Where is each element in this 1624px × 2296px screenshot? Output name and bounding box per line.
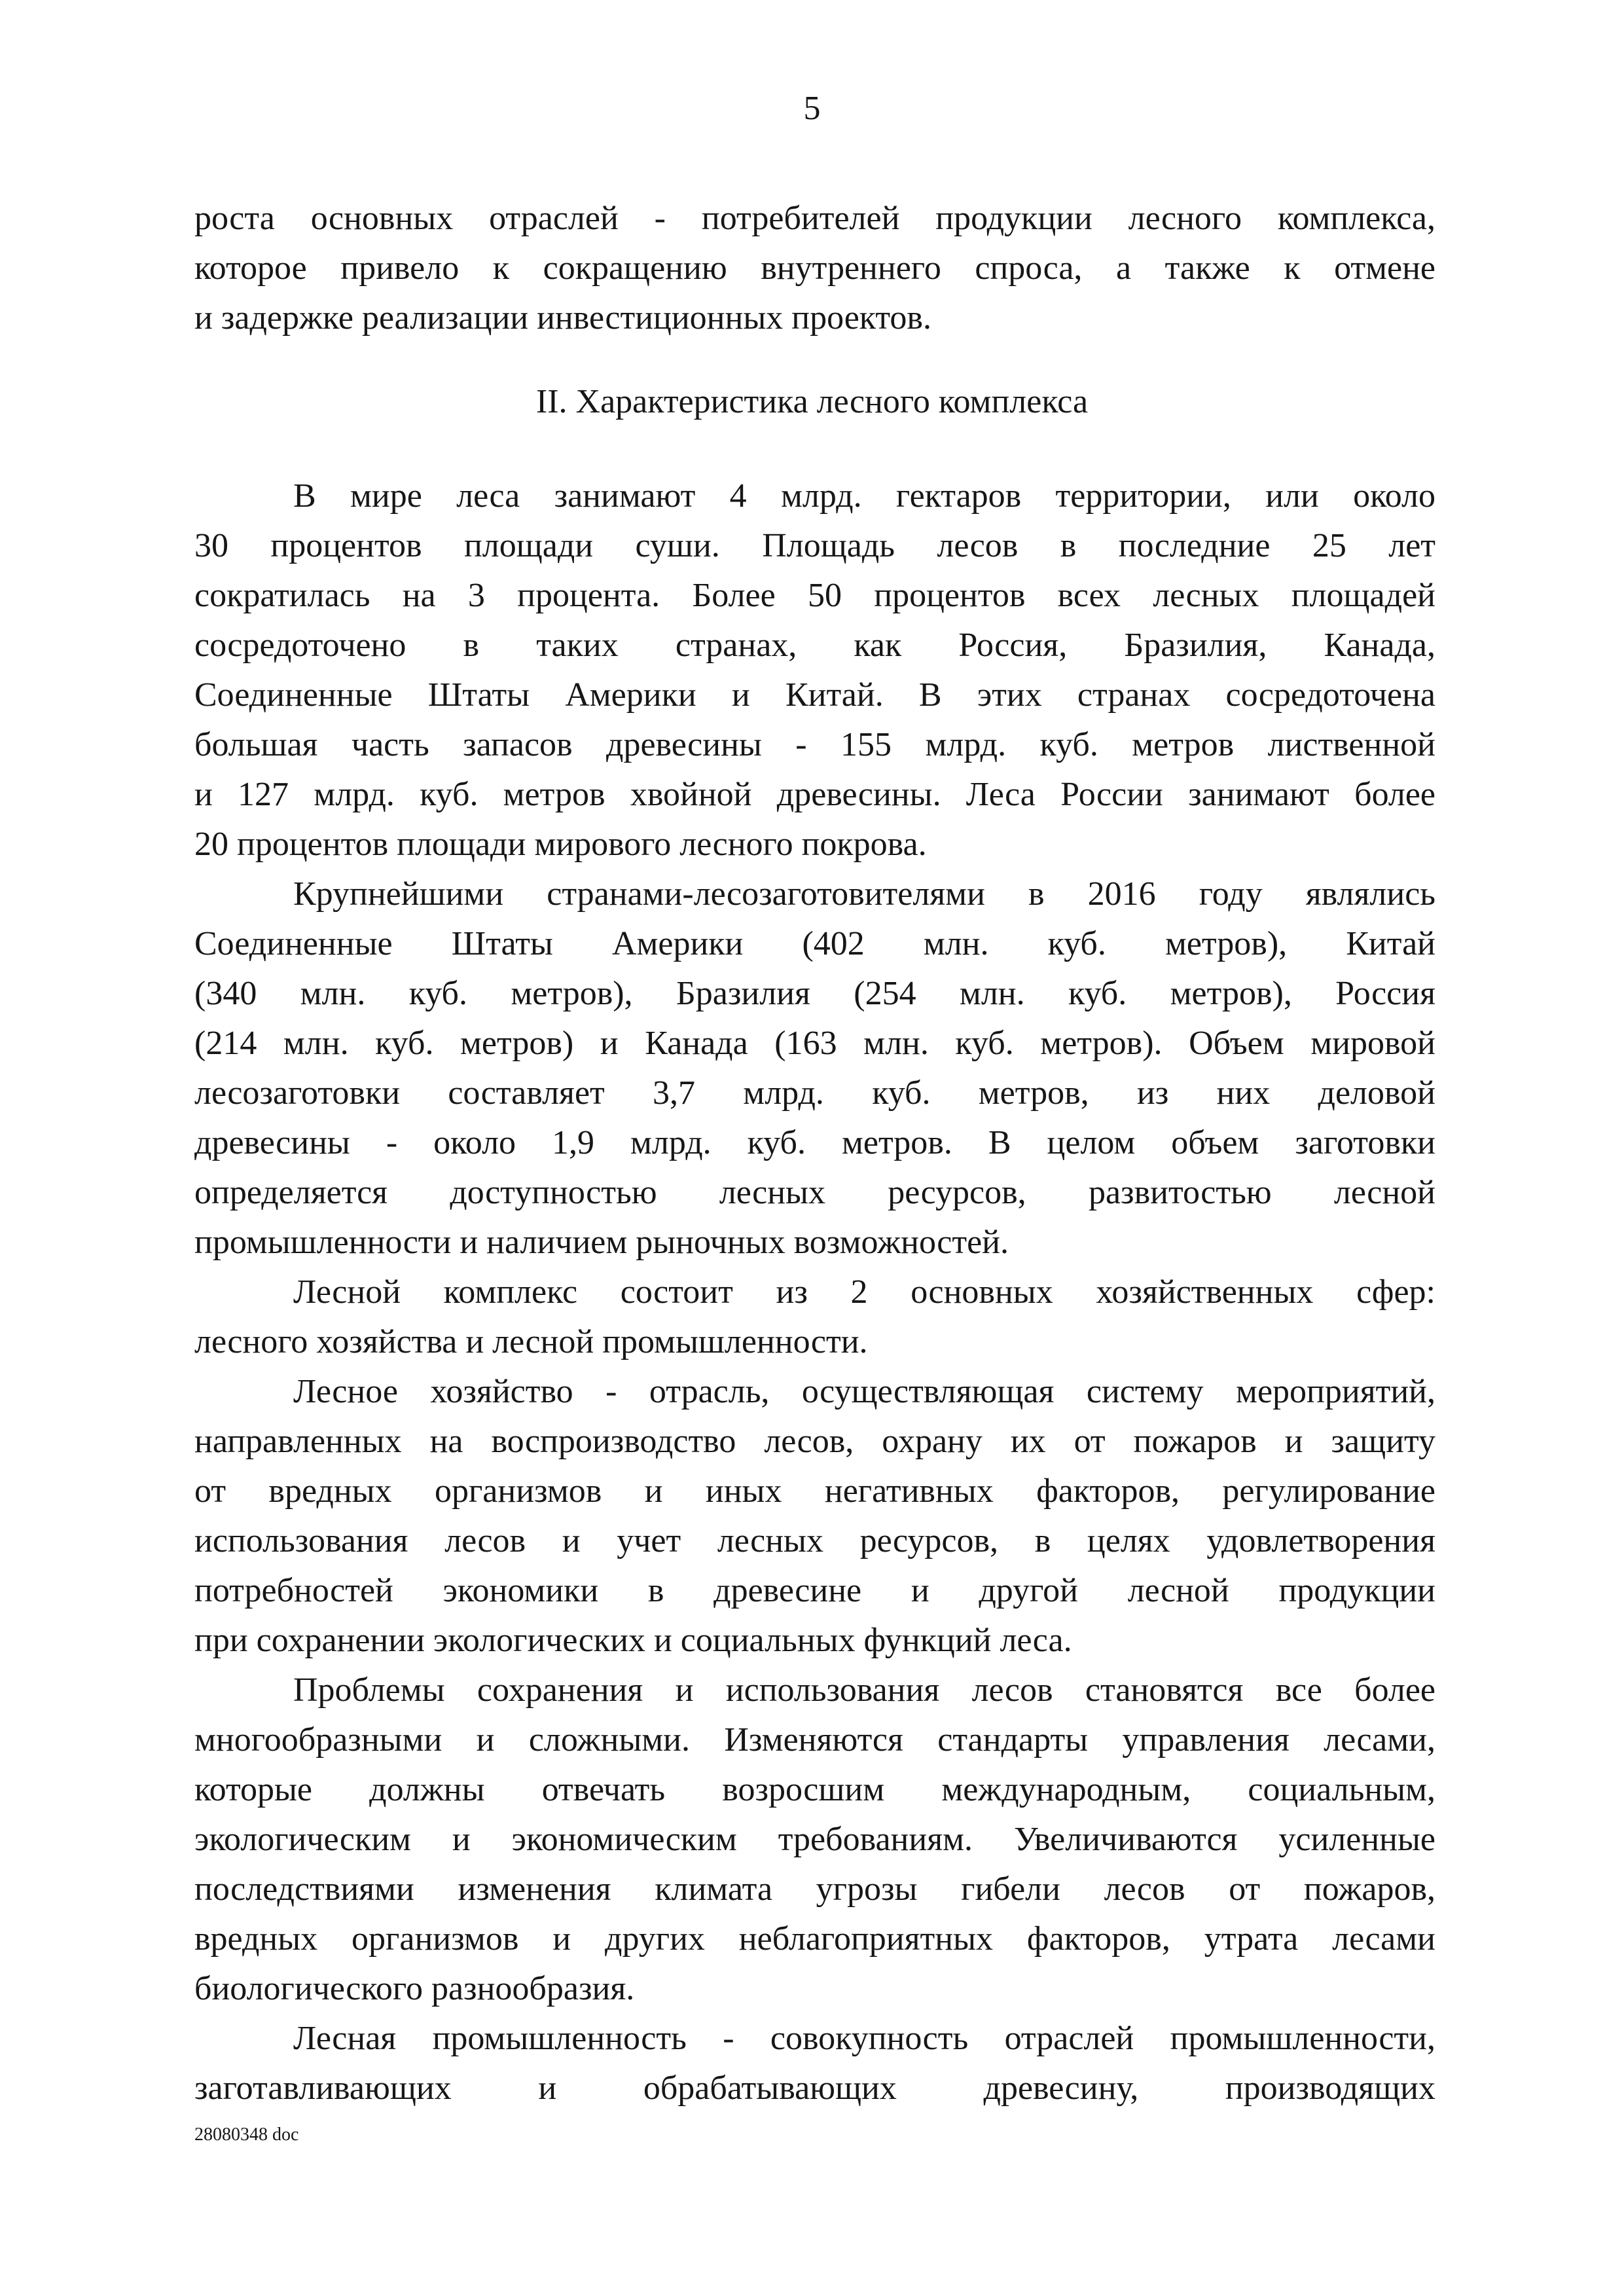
text-line: лесозаготовки составляет 3,7 млрд. куб. метров, из них деловой xyxy=(194,1074,1435,1112)
text-line: Крупнейшими странами-лесозаготовителями в 2016 году являлись xyxy=(293,875,1435,913)
text-line: Соединенные Штаты Америки (402 млн. куб. метров), Китай xyxy=(194,925,1435,962)
text-line: от вредных организмов и иных негативных факторов, регулирование xyxy=(194,1472,1435,1510)
text-line: (340 млн. куб. метров), Бразилия (254 млн. куб. метров), Россия xyxy=(194,975,1435,1012)
text-line: Лесной комплекс состоит из 2 основных хозяйственных сфер: xyxy=(293,1273,1435,1311)
text-line: направленных на воспроизводство лесов, охрану их от пожаров и защиту xyxy=(194,1423,1435,1460)
text-line: которое привело к сокращению внутреннего спроса, а также к отмене xyxy=(194,249,1435,287)
text-line: Лесная промышленность - совокупность отраслей промышленности, xyxy=(293,2020,1435,2057)
section-heading: II. Характеристика лесного комплекса xyxy=(535,383,1089,420)
text-line: древесины - около 1,9 млрд. куб. метров. В целом объем заготовки xyxy=(194,1124,1435,1161)
text-line: которые должны отвечать возросшим международным, социальным, xyxy=(194,1771,1435,1808)
text-line: лесного хозяйства и лесной промышленности. xyxy=(194,1323,868,1360)
page-number: 5 xyxy=(803,90,821,127)
text-line: и задержке реализации инвестиционных проектов. xyxy=(194,299,931,337)
text-line: 30 процентов площади суши. Площадь лесов в последние 25 лет xyxy=(194,527,1435,564)
text-line: определяется доступностью лесных ресурсов, развитостью лесной xyxy=(194,1174,1435,1211)
text-line: промышленности и наличием рыночных возможностей. xyxy=(194,1224,1009,1261)
text-line: Лесное хозяйство - отрасль, осуществляющая систему мероприятий, xyxy=(293,1373,1435,1410)
text-line: использования лесов и учет лесных ресурсов, в целях удовлетворения xyxy=(194,1522,1435,1559)
text-line: 20 процентов площади мирового лесного покрова. xyxy=(194,826,927,863)
text-line: экологическим и экономическим требованиям. Увеличиваются усиленные xyxy=(194,1821,1435,1858)
text-line: Проблемы сохранения и использования лесов становятся все более xyxy=(293,1671,1435,1709)
text-line: Соединенные Штаты Америки и Китай. В этих странах сосредоточена xyxy=(194,676,1435,714)
text-line: заготавливающих и обрабатывающих древесину, производящих xyxy=(194,2069,1435,2107)
text-line: большая часть запасов древесины - 155 млрд. куб. метров лиственной xyxy=(194,726,1435,763)
text-line: потребностей экономики в древесине и другой лесной продукции xyxy=(194,1572,1435,1609)
text-line: роста основных отраслей - потребителей продукции лесного комплекса, xyxy=(194,200,1435,237)
text-line: В мире леса занимают 4 млрд. гектаров территории, или около xyxy=(293,477,1435,515)
text-line: последствиями изменения климата угрозы гибели лесов от пожаров, xyxy=(194,1870,1435,1908)
text-line: биологического разнообразия. xyxy=(194,1970,635,2007)
text-line: при сохранении экологических и социальных функций леса. xyxy=(194,1622,1072,1659)
text-line: и 127 млрд. куб. метров хвойной древесины. Леса России занимают более xyxy=(194,776,1435,813)
document-code: 28080348 doc xyxy=(194,2124,299,2145)
text-line: вредных организмов и других неблагоприятных факторов, утрата лесами xyxy=(194,1920,1435,1958)
text-line: сократилась на 3 процента. Более 50 процентов всех лесных площадей xyxy=(194,577,1435,614)
text-line: (214 млн. куб. метров) и Канада (163 млн. куб. метров). Объем мировой xyxy=(194,1025,1435,1062)
text-line: сосредоточено в таких странах, как Россия, Бразилия, Канада, xyxy=(194,627,1435,664)
text-line: многообразными и сложными. Изменяются стандарты управления лесами, xyxy=(194,1721,1435,1758)
